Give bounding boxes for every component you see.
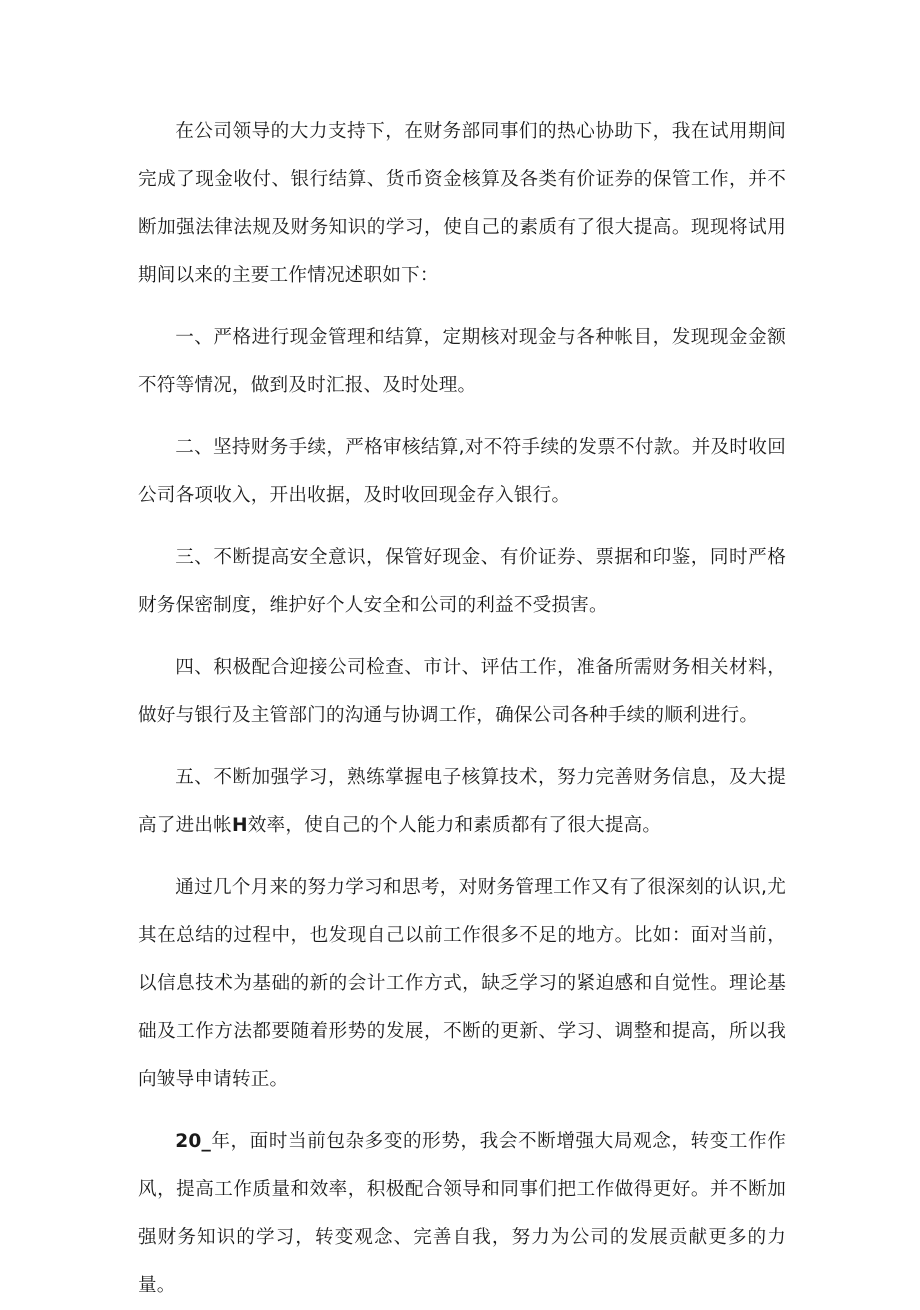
year-label: 20_ <box>175 1131 211 1152</box>
paragraph-item-2: 二、坚持财务手续，严格审核结算,对不符手续的发票不付款。并及时收回公司各项收入，开出收据，及时收回现金存入银行。 <box>138 437 786 506</box>
paragraph-outlook-text: 年，面时当前包杂多变的形势，我会不断增强大局观念，转变工作作风，提高工作质量和效率，积极配合领导和同事们把工作做得更好。并不断加强财务知识的学习，转变观念、完善自我，努力为公司的发展贡献更多的力量。 <box>138 1131 786 1296</box>
paragraph-item-1: 一、严格进行现金管理和结算，定期核对现金与各种帐目，发现现金金额不符等情况，做到及时汇报、及时处理。 <box>138 327 786 396</box>
paragraph-item-5-text-a: 五、不断加强学习，熟练掌握电子核算技术，努力完善财务信息，及大提高了进出帐 <box>138 767 786 836</box>
paragraph-item-4: 四、积极配合迎接公司检查、市计、评估工作，准备所需财务相关材料，做好与银行及主管部门的沟通与协调工作，确保公司各种手续的顺利进行。 <box>138 657 786 726</box>
paragraph-item-3: 三、不断提高安全意识，保管好现金、有价证券、票据和印鉴，同时严格财务保密制度，维护好个人安全和公司的利益不受损害。 <box>138 547 786 616</box>
paragraph-item-5-text-b: 效率，使自己的个人能力和素质都有了很大提高。 <box>247 815 662 836</box>
paragraph-item-5-bold-char: H <box>231 815 248 836</box>
paragraph-outlook <box>138 1118 786 1310</box>
paragraph-item-5 <box>138 754 786 850</box>
paragraph-reflection: 通过几个月来的努力学习和思考，对财务管理工作又有了很深刻的认识,尤其在总结的过程中，也发现自己以前工作很多不足的地方。比如：面对当前，以信息技术为基础的新的会计工作方式，缺乏学习的紧迫感和自觉性。理论基础及工作方法都要随着形势的发展，不断的更新、学习、调整和提高，所以我向皱导申请转正。 <box>138 877 786 1090</box>
paragraph-intro: 在公司领导的大力支持下，在财务部同事们的热心协助下，我在试用期间完成了现金收付、银行结算、货币资金核算及各类有价证券的保管工作，并不断加强法律法规及财务知识的学习，使自己的素质有了很大提高。现现将试用期间以来的主要工作情况述职如下： <box>138 121 786 286</box>
